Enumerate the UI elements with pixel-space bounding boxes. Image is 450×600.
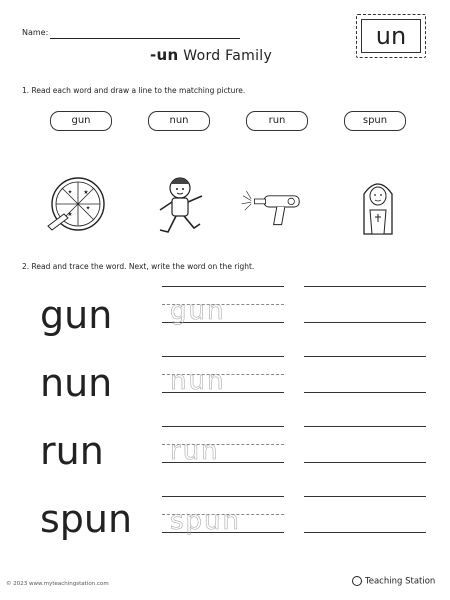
name-label: Name: bbox=[22, 28, 49, 37]
word-box-gun[interactable]: gun bbox=[50, 111, 112, 131]
name-write-line[interactable] bbox=[50, 38, 240, 39]
section2-instruction: 2. Read and trace the word. Next, write the word on the right. bbox=[22, 262, 255, 271]
brand-name: Teaching Station bbox=[365, 576, 436, 587]
trace-word-run: run bbox=[170, 436, 220, 466]
nun-icon[interactable] bbox=[346, 174, 410, 248]
svg-text:★: ★ bbox=[67, 211, 73, 218]
write-lines-run[interactable] bbox=[304, 426, 426, 478]
big-word-spun: spun bbox=[40, 497, 133, 541]
page-title bbox=[150, 46, 272, 64]
trace-word-spun: spun bbox=[170, 506, 242, 536]
trace-lines-run[interactable] bbox=[162, 426, 284, 478]
trace-lines-gun[interactable] bbox=[162, 286, 284, 338]
word-box-run[interactable]: run bbox=[246, 111, 308, 131]
title-suffix: Word Family bbox=[183, 48, 273, 64]
word-box-nun[interactable]: nun bbox=[148, 111, 210, 131]
word-box-spun[interactable]: spun bbox=[344, 111, 406, 131]
trace-lines-nun[interactable] bbox=[162, 356, 284, 408]
running-boy-icon[interactable] bbox=[150, 172, 214, 246]
svg-text:·: · bbox=[77, 195, 79, 202]
big-word-gun: gun bbox=[40, 293, 113, 337]
write-lines-gun[interactable] bbox=[304, 286, 426, 338]
trace-lines-spun[interactable] bbox=[162, 496, 284, 548]
word-family-badge bbox=[356, 14, 426, 58]
brand-logo bbox=[352, 576, 435, 587]
section1-instruction: 1. Read each word and draw a line to the matching picture. bbox=[22, 86, 246, 95]
copyright-text: © 2023 www.myteachingstation.com bbox=[6, 581, 109, 587]
write-lines-spun[interactable] bbox=[304, 496, 426, 548]
svg-text:★: ★ bbox=[83, 189, 89, 196]
trace-word-gun: gun bbox=[170, 296, 226, 326]
teaching-station-logo-icon bbox=[352, 576, 362, 586]
spinning-wheel-icon[interactable] bbox=[44, 170, 108, 244]
big-word-nun: nun bbox=[40, 361, 113, 405]
word-family-badge-text: un bbox=[361, 19, 421, 53]
svg-text:✦: ✦ bbox=[85, 205, 91, 212]
svg-text:✦: ✦ bbox=[67, 189, 73, 196]
big-word-run: run bbox=[40, 429, 104, 473]
title-prefix: -un bbox=[150, 46, 179, 64]
trace-word-nun: nun bbox=[170, 366, 226, 396]
water-gun-icon[interactable] bbox=[240, 174, 304, 248]
write-lines-nun[interactable] bbox=[304, 356, 426, 408]
